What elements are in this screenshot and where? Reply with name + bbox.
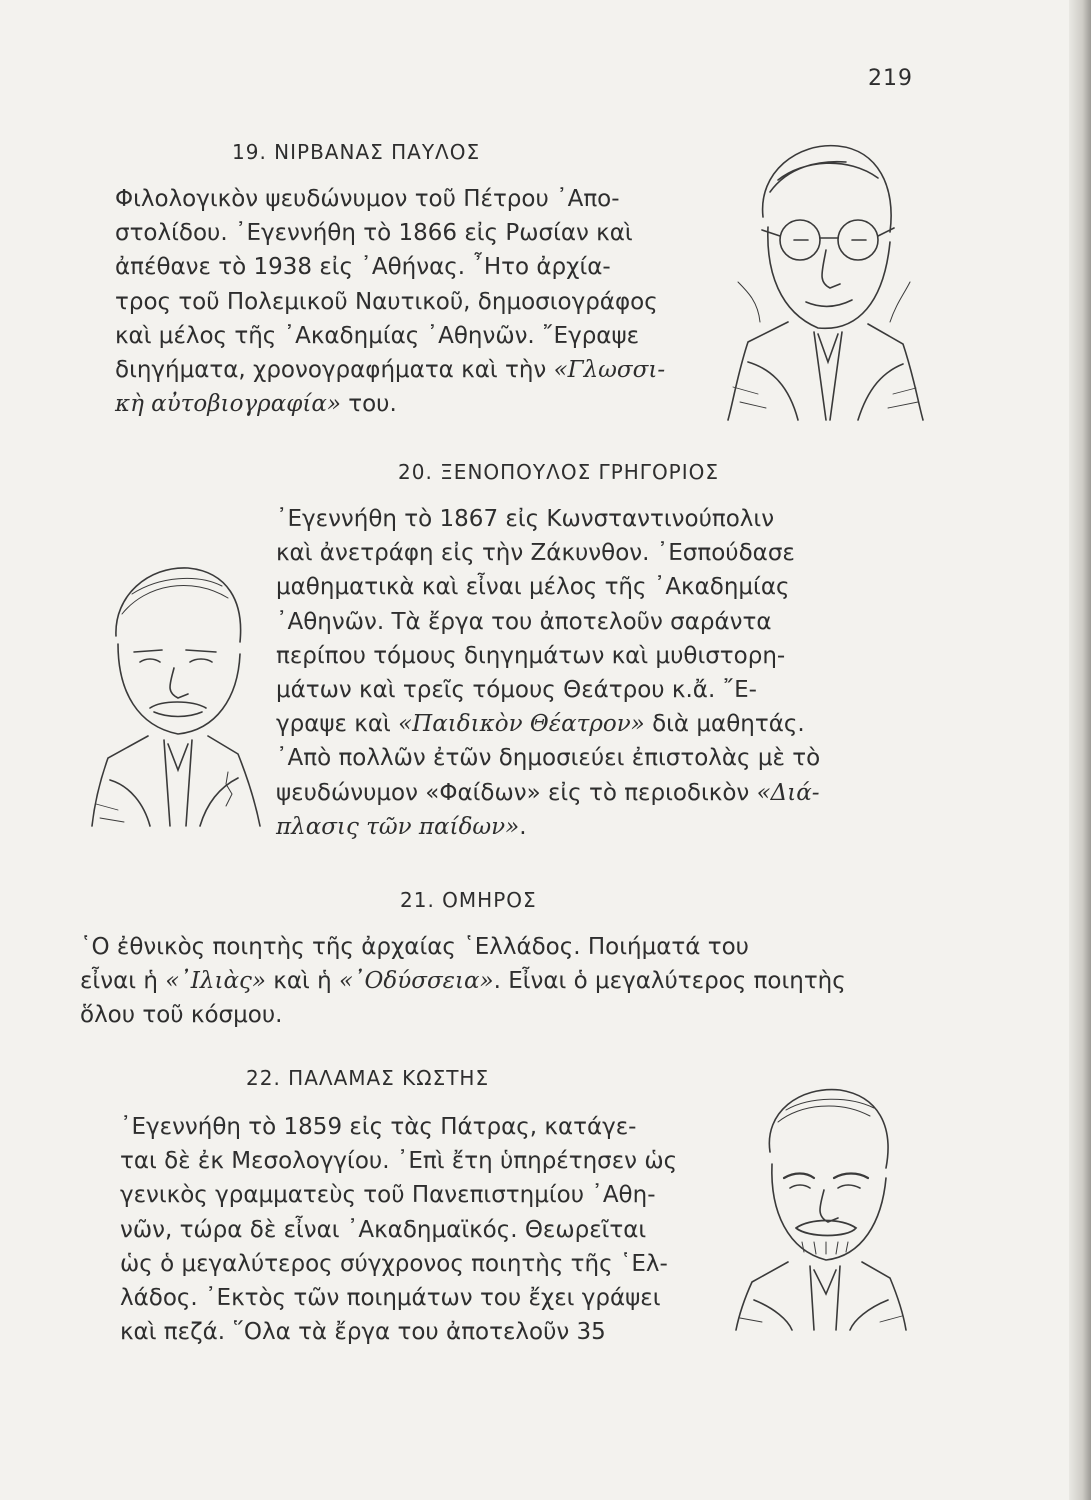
body-line: τρος τοῦ Πολεμικοῦ Ναυτικοῦ, δημοσιογράφος xyxy=(115,288,658,315)
body-line: περίπου τόμους διηγημάτων καὶ μυθιστορη- xyxy=(276,642,786,669)
italic-title: «᾿Οδύσσεια» xyxy=(338,968,494,995)
italic-title: πλασις τῶν παίδων» xyxy=(276,813,520,840)
body-line: ἀπέθανε τὸ 1938 εἰς ᾿Αθήνας. ῏Ητο ἀρχία- xyxy=(115,254,611,281)
entry-heading-nirvanas: 19. ΝΙΡΒΑΝΑΣ ΠΑΥΛΟΣ xyxy=(232,140,481,164)
italic-title: «Διά- xyxy=(756,779,820,806)
body-line: Φιλολογικὸν ψευδώνυμον τοῦ Πέτρου ᾿Απο- xyxy=(115,186,620,212)
body-line: ῾Ο ἐθνικὸς ποιητὴς τῆς ἀρχαίας ῾Ελλάδος. Ποιήματά του xyxy=(80,934,749,960)
body-line: μάτων καὶ τρεῖς τόμους Θεάτρου κ.ἄ. ῎Ε- xyxy=(276,677,757,704)
body-line: εἶναι ἡ «᾿Ιλιὰς» καὶ ἡ «᾿Οδύσσεια». Εἶναι ὁ μεγαλύτερος ποιητὴς xyxy=(80,968,846,995)
entry-heading-xenopoulos: 20. ΞΕΝΟΠΟΥΛΟΣ ΓΡΗΓΟΡΙΟΣ xyxy=(398,460,720,484)
body-line: ὅλου τοῦ κόσμου. xyxy=(80,1002,283,1029)
body-line: διηγήματα, χρονογραφήματα καὶ τὴν «Γλωσσι- xyxy=(115,357,666,384)
portrait-nirvanas xyxy=(718,132,928,422)
entry-body-xenopoulos xyxy=(276,502,919,844)
body-line: καὶ ἀνετράφη εἰς τὴν Ζάκυνθον. ᾿Εσπούδασε xyxy=(276,540,795,567)
body-line: μαθηματικὰ καὶ εἶναι μέλος τῆς ᾿Ακαδημίας xyxy=(276,574,790,601)
entry-body-palamas xyxy=(120,1110,718,1349)
italic-title: «Παιδικὸν Θέατρον» xyxy=(398,711,645,738)
entry-body-nirvanas xyxy=(115,182,715,421)
body-line: καὶ μέλος τῆς ᾿Ακαδημίας ᾿Αθηνῶν. ῎Εγραψε xyxy=(115,322,640,349)
entry-heading-palamas: 22. ΠΑΛΑΜΑΣ ΚΩΣΤΗΣ xyxy=(246,1066,490,1090)
entry-heading-omiros: 21. ΟΜΗΡΟΣ xyxy=(400,888,537,912)
italic-title: «Γλωσσι- xyxy=(553,357,666,384)
body-line: ται δὲ ἐκ Μεσολογγίου. ᾿Επὶ ἔτη ὑπηρέτησεν ὡς xyxy=(120,1148,678,1175)
page-edge-shadow xyxy=(1069,0,1091,1500)
body-line: κὴ αὐτοβιογραφία» του. xyxy=(115,391,397,418)
body-line: ψευδώνυμον «Φαίδων» εἰς τὸ περιοδικὸν «Διά- xyxy=(276,779,820,806)
body-line: στολίδου. ᾿Εγεννήθη τὸ 1866 εἰς Ρωσίαν καὶ xyxy=(115,220,633,247)
body-line: νῶν, τώρα δὲ εἶναι ᾿Ακαδημαϊκός. Θεωρεῖται xyxy=(120,1216,647,1243)
portrait-palamas xyxy=(730,1082,910,1332)
body-line: πλασις τῶν παίδων». xyxy=(276,813,527,840)
italic-title: κὴ αὐτοβιογραφία» xyxy=(115,391,341,418)
body-line: ᾿Αθηνῶν. Τὰ ἔργα του ἀποτελοῦν σαράντα xyxy=(276,608,772,635)
body-line: ᾿Απὸ πολλῶν ἐτῶν δημοσιεύει ἐπιστολὰς μὲ τὸ xyxy=(276,745,821,772)
portrait-xenopoulos xyxy=(88,558,263,828)
body-line: ᾿Εγεννήθη τὸ 1867 εἰς Κωνσταντινούπολιν xyxy=(276,506,775,532)
body-line: λάδος. ᾿Εκτὸς τῶν ποιημάτων του ἔχει γράψει xyxy=(120,1285,661,1312)
italic-title: «᾿Ιλιὰς» xyxy=(165,968,266,995)
body-line: γενικὸς γραμματεὺς τοῦ Πανεπιστημίου ᾿Αθη- xyxy=(120,1182,656,1209)
entry-body-omiros xyxy=(80,930,922,1033)
body-line: ᾿Εγεννήθη τὸ 1859 εἰς τὰς Πάτρας, κατάγε- xyxy=(120,1114,637,1140)
body-line: ὡς ὁ μεγαλύτερος σύγχρονος ποιητὴς τῆς ῾Ελ- xyxy=(120,1250,668,1277)
body-line: καὶ πεζά. ῞Ολα τὰ ἔργα του ἀποτελοῦν 35 xyxy=(120,1319,606,1346)
body-line: γραψε καὶ «Παιδικὸν Θέατρον» διὰ μαθητάς. xyxy=(276,711,805,738)
page-number: 219 xyxy=(868,66,913,91)
